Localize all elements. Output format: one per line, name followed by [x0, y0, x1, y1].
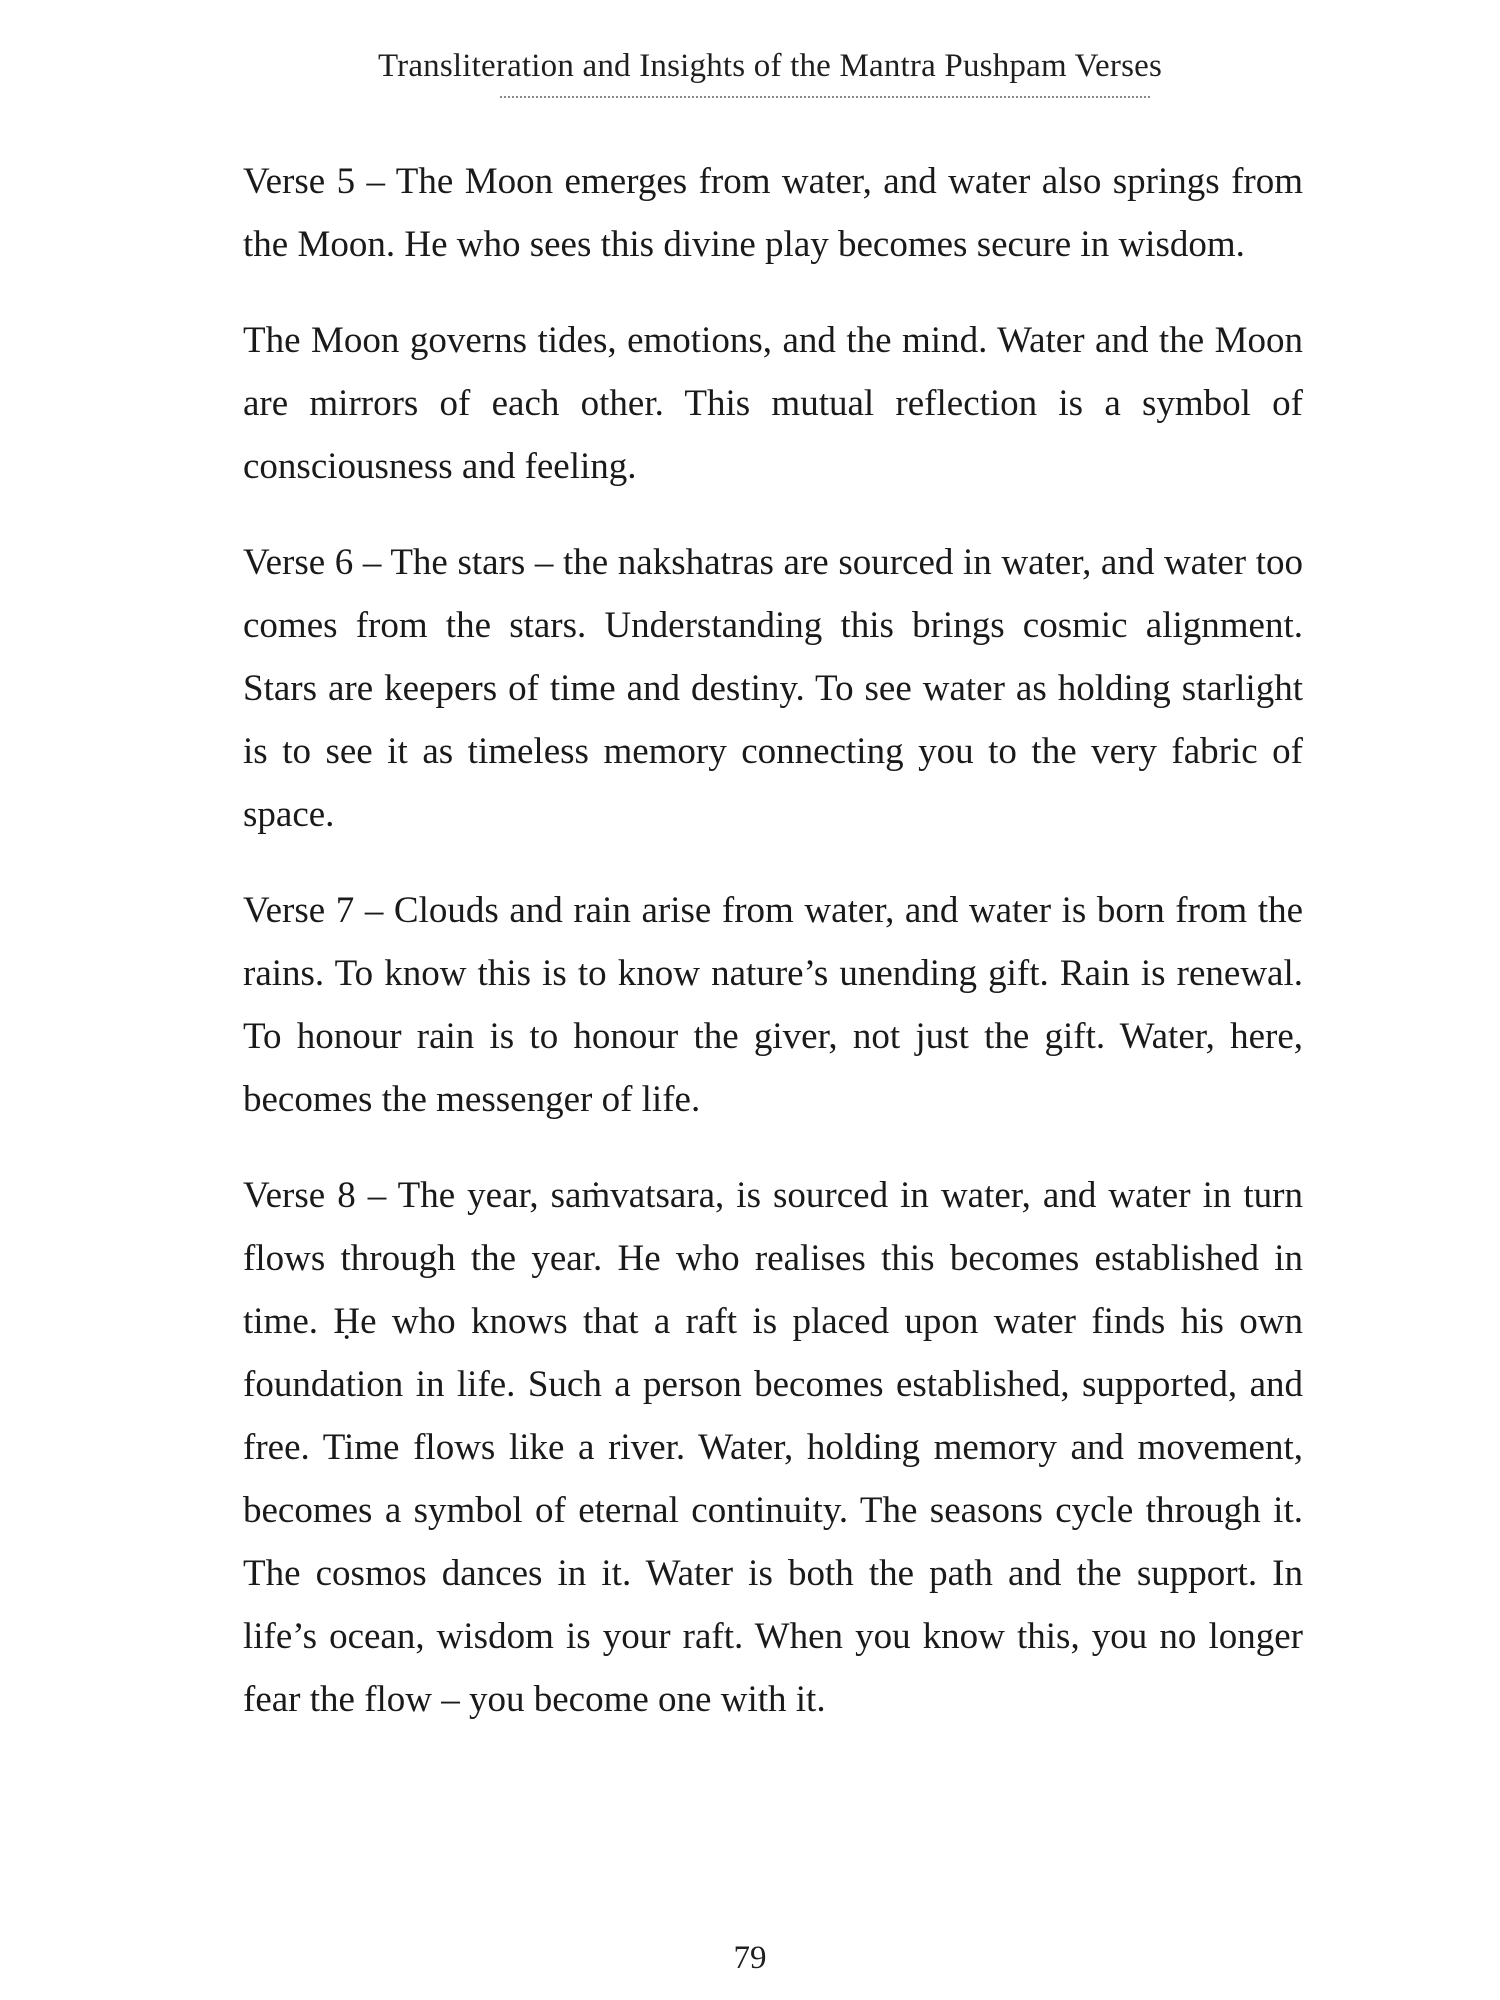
paragraph-verse-8: Verse 8 – The year, saṁvatsara, is sourced in water, and water in turn flows through the year. He who realises this becomes established in time. Ḥe who knows that a raft is placed upon water finds his own foundation in life. Such a person becomes established, supported, and free. Time flows like a river. Water, holding memory and movement, becomes a symbol of eternal continuity. The seasons cycle through it. The cosmos dances in it. Water is both the path and the support. In life’s ocean, wisdom is your raft. When you know this, you no longer fear the flow – you become one with it. [243, 1175, 1303, 1720]
page-body [243, 150, 1303, 1764]
paragraph-verse-7: Verse 7 – Clouds and rain arise from water, and water is born from the rains. To know this is to know nature’s unending gift. Rain is renewal. To honour rain is to honour the giver, not just the gift. Water, here, becomes the messenger of life. [243, 890, 1303, 1120]
page-number: 79 [733, 1940, 767, 1976]
paragraph-moon-commentary: The Moon governs tides, emotions, and the mind. Water and the Moon are mirrors of each other. This mutual reflection is a symbol of consciousness and feeling. [243, 320, 1303, 487]
header-dotted-rule [500, 96, 1150, 98]
paragraph-verse-6: Verse 6 – The stars – the nakshatras are sourced in water, and water too comes from the stars. Understanding this brings cosmic alignment. Stars are keepers of time and destiny. To see water as holding starlight is to see it as timeless memory connecting you to the very fabric of space. [243, 542, 1303, 835]
running-header: Transliteration and Insights of the Mantra Pushpam Verses [377, 48, 1163, 84]
paragraph-verse-5: Verse 5 – The Moon emerges from water, and water also springs from the Moon. He who sees this divine play becomes secure in wisdom. [243, 161, 1303, 265]
